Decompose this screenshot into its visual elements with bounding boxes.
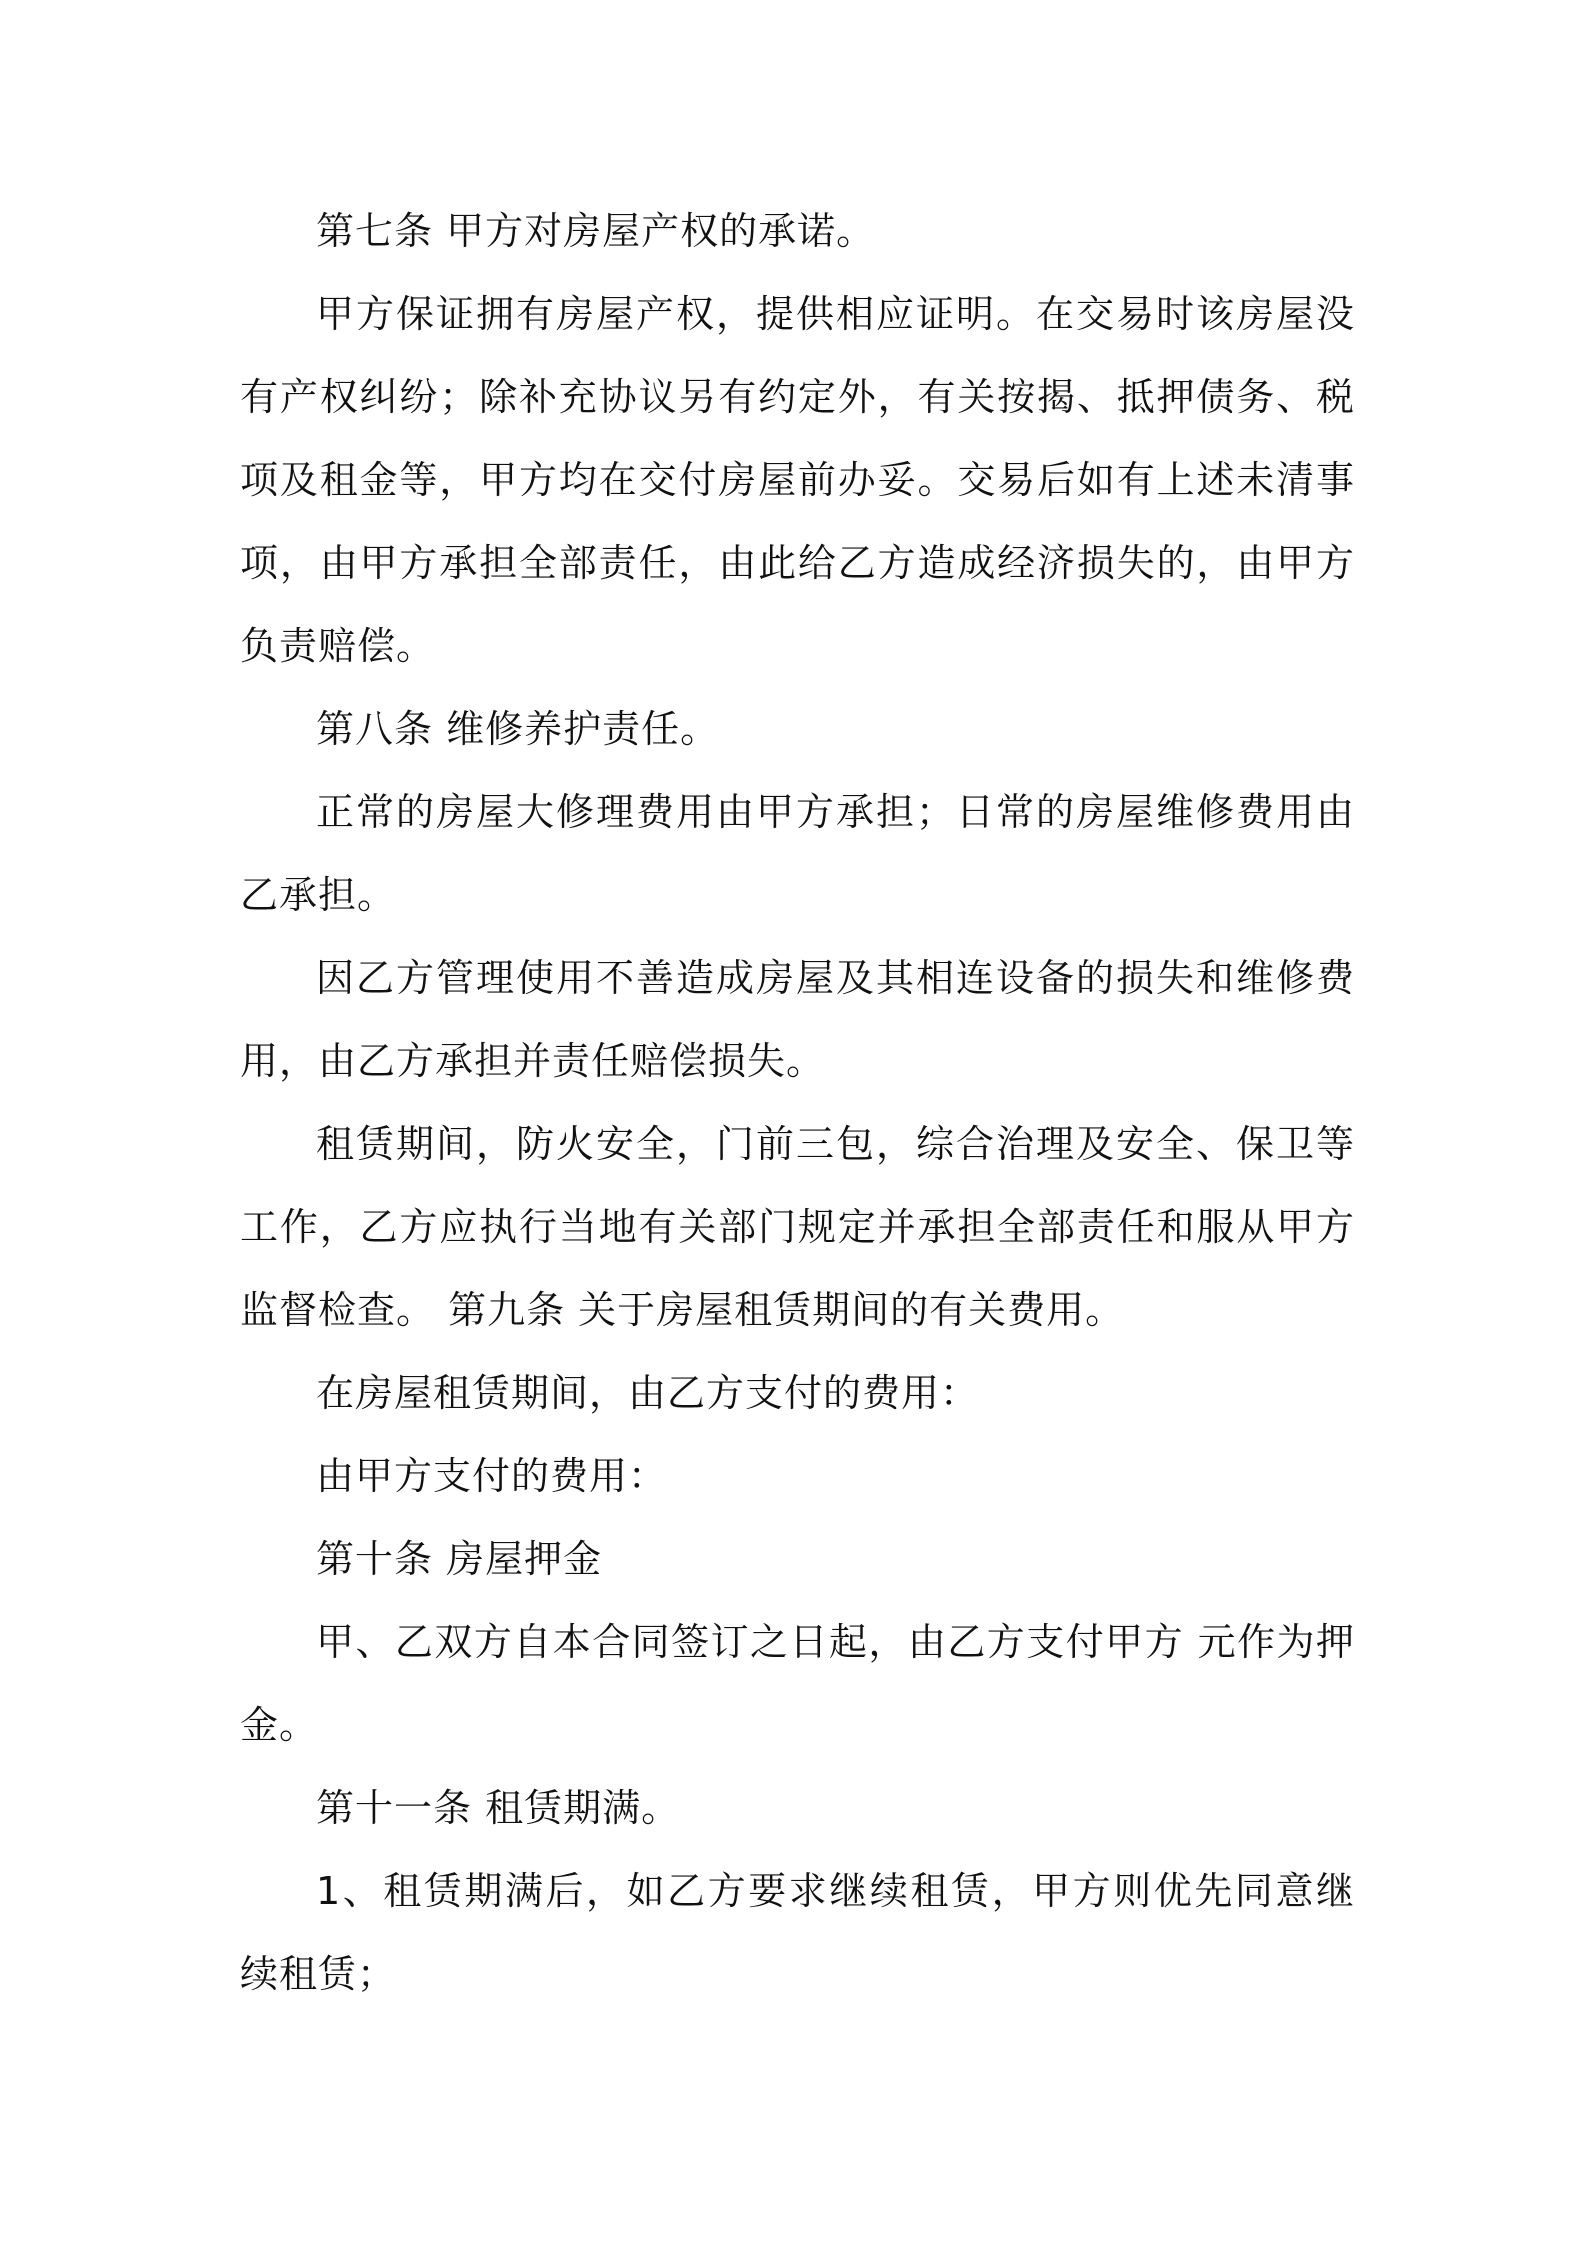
document-body (240, 190, 1355, 2016)
article-10-deposit-body: 甲、乙双方自本合同签订之日起，由乙方支付甲方 元作为押金。 (240, 1620, 1355, 1747)
article-10-heading: 第十条 房屋押金 (316, 1537, 603, 1581)
article-8-repair-costs: 正常的房屋大修理费用由甲方承担；日常的房屋维修费用由乙承担。 (240, 790, 1355, 917)
article-11-heading: 第十一条 租赁期满。 (316, 1786, 681, 1830)
article-8-safety-and-article-9-heading: 租赁期间，防火安全，门前三包，综合治理及安全、保卫等工作，乙方应执行当地有关部门规定并承担全部责任和服从甲方监督检查。 第九条 关于房屋租赁期间的有关费用。 (240, 1122, 1355, 1332)
article-9-tenant-fees: 在房屋租赁期间，由乙方支付的费用： (316, 1371, 980, 1415)
article-7-body: 甲方保证拥有房屋产权，提供相应证明。在交易时该房屋没有产权纠纷；除补充协议另有约定外，有关按揭、抵押债务、税项及租金等，甲方均在交付房屋前办妥。交易后如有上述未清事项，由甲方承担全部责任，由此给乙方造成经济损失的，由甲方负责赔偿。 (240, 292, 1355, 668)
article-8-heading: 第八条 维修养护责任。 (316, 707, 720, 751)
article-7-heading: 第七条 甲方对房屋产权的承诺。 (316, 209, 876, 253)
article-11-item-1: 1、租赁期满后，如乙方要求继续租赁，甲方则优先同意继续租赁； (240, 1869, 1355, 1996)
article-9-landlord-fees: 由甲方支付的费用： (316, 1454, 668, 1498)
article-8-damage-liability: 因乙方管理使用不善造成房屋及其相连设备的损失和维修费用，由乙方承担并责任赔偿损失。 (240, 956, 1355, 1083)
